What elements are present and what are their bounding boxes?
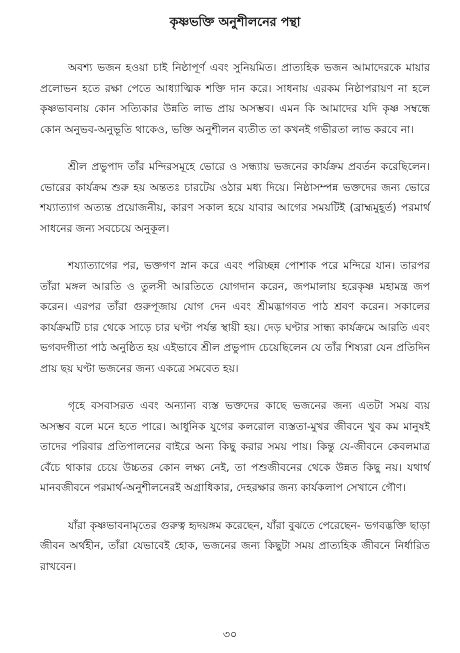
paragraph-2: শ্রীল প্রভুপাদ তাঁর মন্দিরসমূহে ভোরে ও সন্ধ্যায় ভজনের কার্যক্রম প্রবর্তন করেছিলেন। ভোরের কার্যক্রম শুরু হয় অন্ততঃ চারটেয় ওঠার মধ্য দিয়ে। নিষ্ঠাসম্পন্ন ভক্তদের জন্য ভোরে শয্যাত্যাগ অত্যন্ত প্রয়োজনীয়, কারণ সকাল হয়ে যাবার আগের সময়টিই (ব্রাহ্মমুহূর্ত) পরমার্থ সাধনের জন্য সবচেয়ে অনুকূল। — [40, 161, 430, 235]
paragraph-1: অবশ্য ভজন হওয়া চাই নিষ্ঠাপূর্ণ এবং সুনিয়মিত। প্রাত্যহিক ভজন আমাদেরকে মায়ার প্রলোভন হতে রক্ষা পেতে আধ্যাত্মিক শক্তি দান করে। সাধনায় এরকম নিষ্ঠাপরায়ণ না হলে কৃষ্ণভাবনায় কোন সত্যিকার উন্নতি লাভ প্রায় অসম্ভব। এমন কি আমাদের যদি কৃষ্ণ সম্বন্ধে কোন অনুভব-অনুভূতি থাকেও, ভক্তি অনুশীলন ব্যতীত তা কখনই গভীরতা লাভ করবে না। — [40, 62, 430, 136]
page-title: কৃষ্ণভক্তি অনুশীলনের পন্থা — [169, 14, 301, 29]
paragraph-3: শয্যাত্যাগের পর, ভক্তগণ স্নান করে এবং পরিচ্ছন্ন পোশাক পরে মন্দিরে যান। তারপর তাঁরা মঙ্গল আরতি ও তুলসী আরতিতে যোগদান করেন, জপমালায় হরেকৃষ্ণ মহামন্ত্র জপ করেন। এরপর তাঁরা গুরুপূজায় যোগ দেন এবং শ্রীমদ্ভাগবত পাঠ শ্রবণ করেন। সকালের কার্যক্রমটি চার থেকে সাড়ে চার ঘণ্টা পর্যন্ত স্থায়ী হয়। দেড় ঘণ্টার সান্ধ্য কার্যক্রমে আরতি এবং ভগবদগীতা পাঠ অনুষ্ঠিত হয় এইভাবে শ্রীল প্রভুপাদ চেয়েছিলেন যে তাঁর শিষ্যরা যেন প্রতিদিন প্রায় ছয় ঘণ্টা ভজনের জন্য একত্রে সমবেত হয়। — [40, 260, 430, 375]
paragraph-4: গৃহে বসবাসরত এবং অন্যান্য ব্যস্ত ভক্তদের কাছে ভজনের জন্য এতটা সময় ব্যয় অসম্ভব বলে মনে হতে পারে। আধুনিক যুগের কলরোল ব্যস্ততা-মুখর জীবনে খুব কম মানুষই তাদের পরিবার প্রতিপালনের বাইরে অন্য কিছু করার সময় পায়। কিন্তু যে-জীবনে কেবলমাত্র বেঁচে থাকার চেয়ে উচ্চতর কোন লক্ষ্য নেই, তা পশুজীবনের থেকে উন্নত কিছু নয়। যথার্থ মানবজীবনে পরমার্থ-অনুশীলনেরই অগ্রাধিকার, দেহরক্ষার জন্য কার্যকলাপ সেখানে গৌণ। — [40, 400, 430, 494]
page-number: ৩০ — [222, 628, 238, 641]
paragraph-5: যাঁরা কৃষ্ণভাবনামৃতের গুরুত্ব হৃদয়ঙ্গম করেছেন, যাঁরা বুঝতে পেরেছেন- ভগবদ্ভক্তি ছাড়া জীবন অর্থহীন, তাঁরা যেভাবেই হোক, ভজনের জন্য কিছুটা সময় প্রাত্যহিক জীবনে নির্ধারিত রাখবেন। — [40, 519, 430, 573]
